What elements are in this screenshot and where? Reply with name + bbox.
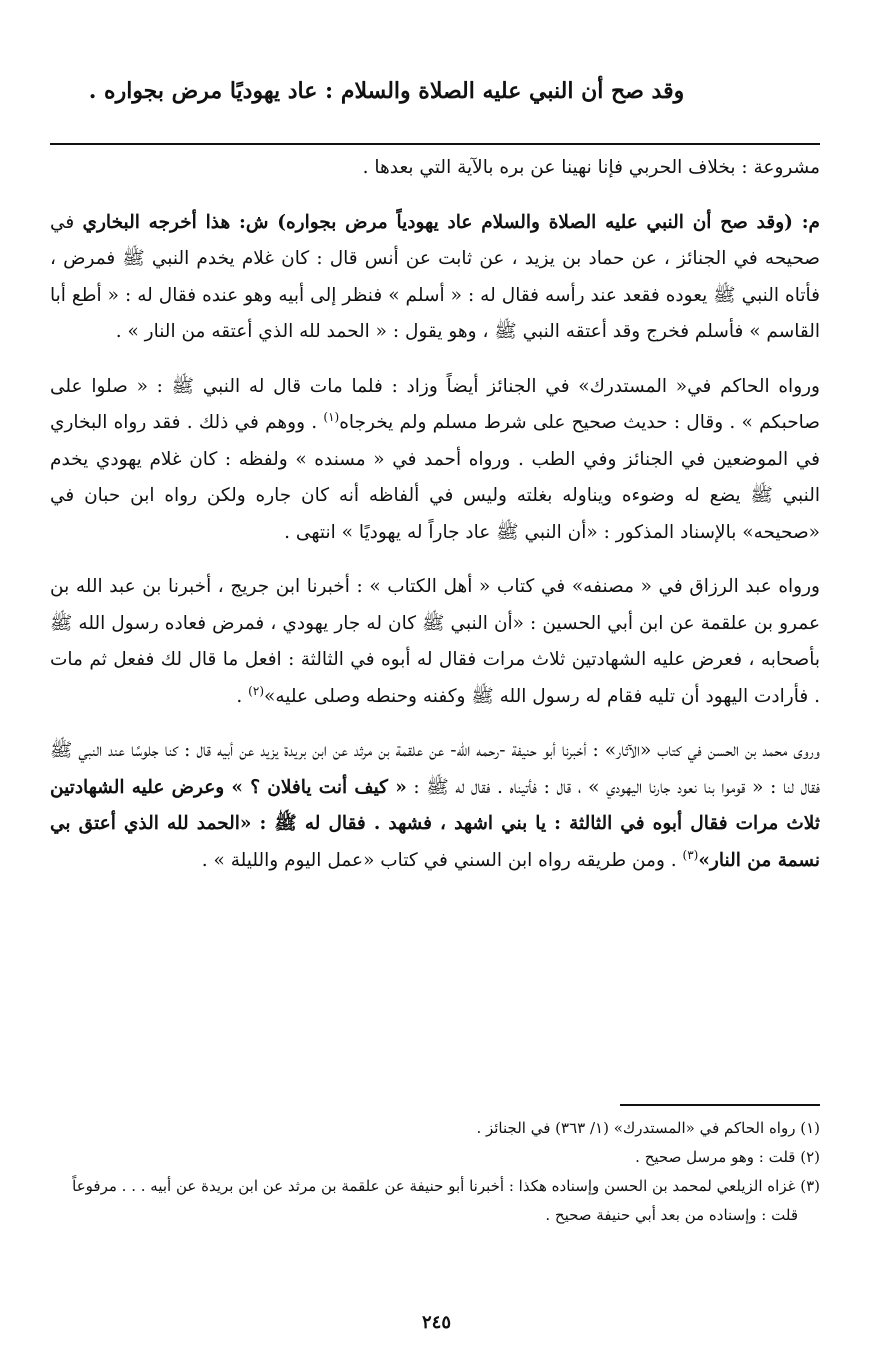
footnote-divider — [620, 1104, 820, 1106]
footnotes — [50, 1114, 820, 1230]
paragraph-text: . — [236, 685, 249, 707]
footnote-2: (٢) قلت : وهو مرسل صحيح . — [635, 1148, 820, 1166]
paragraph-text: وروى محمد بن الحسن في كتاب «الآثار» : أخبرنا أبو حنيفة -رحمه الله- عن علقمة بن مرثد عن ابن بريدة يزيد عن أبيه قال : كنا جلوسًا عند النبي ﷺ فقال لنا : « قوموا بنا نعود جارنا اليهودي » ، قال : فأتيناه . فقال له ﷺ : — [50, 740, 820, 798]
paragraph-hadith-bukhari — [50, 205, 820, 351]
page-number: ٢٤٥ — [421, 1312, 451, 1333]
matn-quote: م: (وقد صح أن النبي عليه الصلاة والسلام عاد يهودياً مرض بجواره) ش: هذا أخرجه البخاري — [82, 211, 821, 233]
main-text — [50, 150, 820, 879]
paragraph-text: ورواه عبد الرزاق في « مصنفه» في كتاب « أهل الكتاب » : أخبرنا ابن جريج ، أخبرنا بن عبد الله بن عمرو بن علقمة عن ابن أبي الحسين : «أن النبي ﷺ كان له جار يهودي ، فمرض فعاده رسول الله ﷺ بأصحابه ، فعرض عليه الشهادتين ثلاث مرات فقال له أبوه في الثالثة : افعل ما قال لك ففعل ثم مات . فأرادت اليهود أن تليه فقام له رسول الله ﷺ وكفنه وحنطه وصلى عليه» — [50, 576, 820, 707]
footnote-marker-1[interactable]: (١) — [323, 409, 340, 424]
paragraph-muhammad-hasan — [50, 733, 820, 879]
paragraph-text: . ووهم في ذلك . فقد رواه البخاري في الموضعين في الجنائز وفي الطب . ورواه أحمد في « مسنده » ولفظه : كان غلام يهودي يخدم النبي ﷺ يضع له وضوءه ويناوله بغلته وليس في ألفاظه أنه كان جاره ولكن رواه ابن حبان في «صحيحه» بالإسناد المذكور : «أن النبي ﷺ عاد جاراً له يهوديًا » انتهى . — [50, 412, 820, 543]
paragraph-hakim — [50, 369, 820, 552]
paragraph-abdulrazzaq — [50, 569, 820, 715]
header-divider — [50, 143, 820, 145]
footnote-3: (٣) غزاه الزيلعي لمحمد بن الحسن وإسناده هكذا : أخبرنا أبو حنيفة عن علقمة بن مرثد عن ابن بريدة عن أبيه . . . مرفوعاً — [72, 1177, 820, 1195]
running-header: وقد صح أن النبي عليه الصلاة والسلام : عاد يهوديًا مرض بجواره . — [88, 78, 685, 104]
footnote-marker-3[interactable]: (٣) — [682, 847, 699, 862]
paragraph-text: . ومن طريقه رواه ابن السني في كتاب «عمل اليوم والليلة » . — [201, 849, 683, 871]
paragraph-text: في صحيحه في الجنائز ، عن حماد بن يزيد ، عن ثابت عن أنس قال : كان غلام يخدم النبي ﷺ فمرض ، فأتاه النبي ﷺ يعوده فقعد عند رأسه فقال له : « أسلم » فنظر إلى أبيه وهو عنده فقال له : « أطع أبا القاسم » فأسلم فخرج وقد أعتقه النبي ﷺ ، وهو يقول : « الحمد لله الذي أعتقه من النار » . — [50, 211, 820, 342]
footnote-3-note: قلت : وإسناده من بعد أبي حنيفة صحيح . — [545, 1206, 798, 1224]
paragraph-intro: مشروعة : بخلاف الحربي فإنا نهينا عن بره بالآية التي بعدها . — [362, 157, 820, 178]
footnote-marker-2[interactable]: (٢) — [248, 683, 264, 698]
footnote-1: (١) رواه الحاكم في «المستدرك» (١/ ٣٦٣) في الجنائز . — [476, 1119, 820, 1137]
bold-quote: « كيف أنت يافلان ؟ » وعرض عليه الشهادتين ثلاث مرات فقال أبوه في الثالثة : يا بني اشهد ، فشهد . فقال له ﷺ : «الحمد لله الذي أعتق بي نسمة من النار» — [50, 776, 820, 871]
paragraph-text: ورواه الحاكم في« المستدرك» في الجنائز أيضاً وزاد : فلما مات قال له النبي ﷺ : « صلوا على صاحبكم » . وقال : حديث صحيح على شرط مسلم ولم يخرجاه — [50, 375, 821, 433]
